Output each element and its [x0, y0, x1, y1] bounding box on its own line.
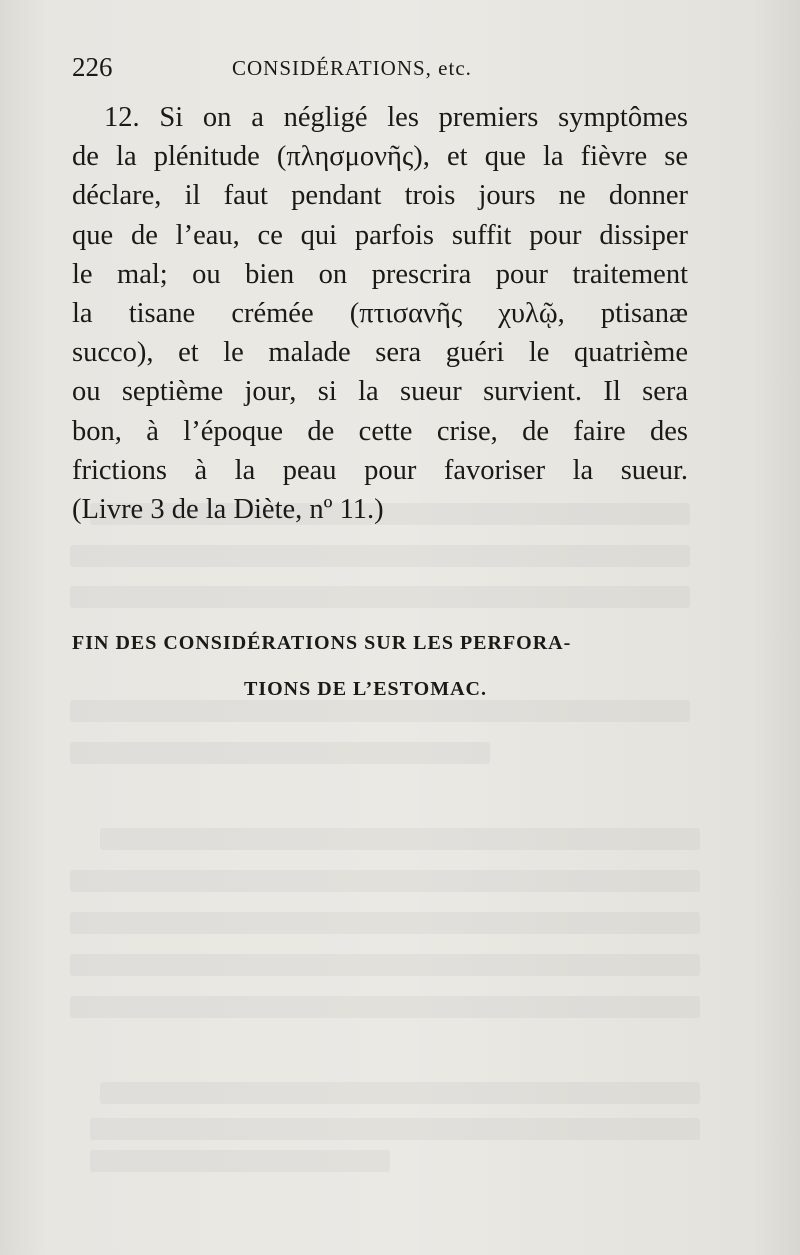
end-title-line-2: TIONS DE L’ESTOMAC.: [244, 678, 487, 700]
page-number: 226: [72, 52, 113, 82]
page-header: [72, 52, 712, 92]
text-line: bon, à l’époque de cette crise, de faire des: [72, 415, 688, 447]
text-line: 12. Si on a négligé les premiers symptômes: [104, 102, 688, 133]
text-line: le mal; ou bien on prescrira pour traitement: [72, 258, 688, 290]
text-line: succo), et le malade sera guéri le quatrième: [72, 337, 688, 369]
text-line: frictions à la peau pour favoriser la sueur.: [72, 454, 688, 486]
end-title-line-1: FIN DES CONSIDÉRATIONS SUR LES PERFORA-: [72, 632, 572, 654]
text-line: ou septième jour, si la sueur survient. Il sera: [72, 376, 688, 408]
text-line: que de l’eau, ce qui parfois suffit pour dissiper: [72, 219, 688, 251]
text-line: la tisane crémée (πτισανῆς χυλῷ, ptisanæ: [72, 297, 688, 329]
running-title: CONSIDÉRATIONS, etc.: [232, 56, 472, 80]
text-line: de la plénitude (πλησμονῆς), et que la fièvre se: [72, 141, 688, 173]
text-line: déclare, il faut pendant trois jours ne donner: [72, 180, 688, 212]
paragraph-12: [72, 98, 688, 529]
citation-line: (Livre 3 de la Diète, nº 11.): [72, 493, 384, 525]
end-title: [72, 620, 712, 712]
